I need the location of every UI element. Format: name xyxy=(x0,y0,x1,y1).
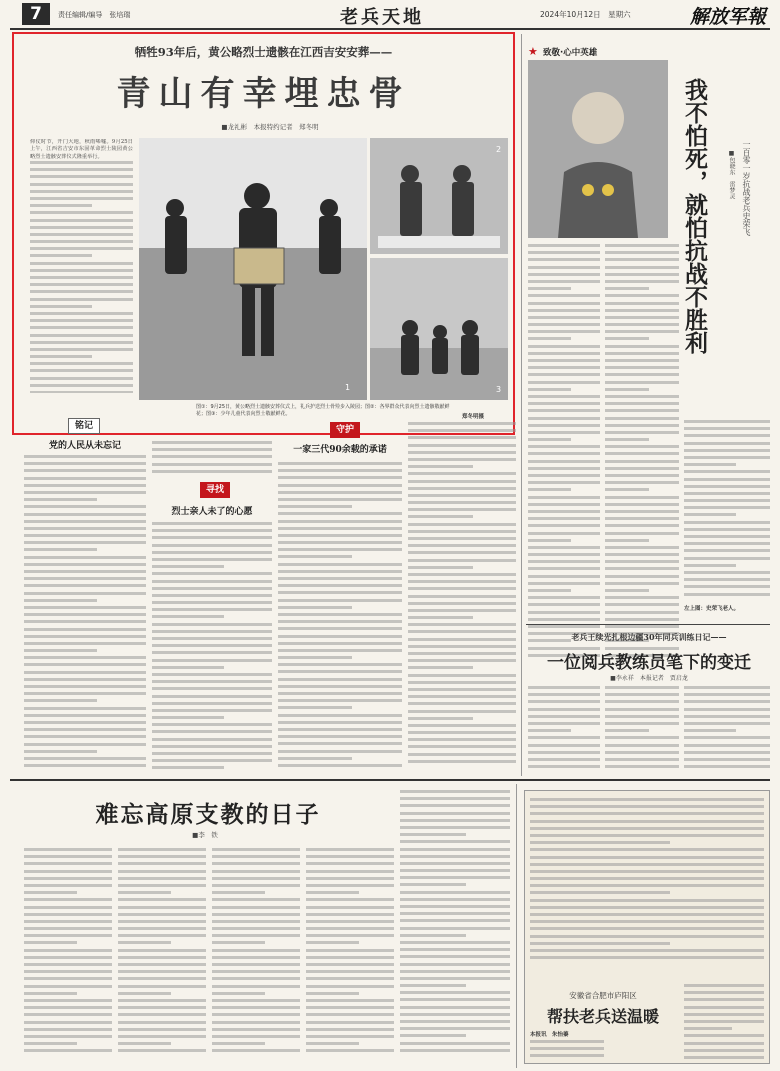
sec1-text xyxy=(24,455,146,775)
paper-logo: 解放军報 xyxy=(690,6,767,28)
lead-text-col xyxy=(30,161,133,393)
editor-line: 责任编辑/编导 张培瑞 xyxy=(58,11,131,19)
right-title-text: 我不怕死，就怕抗战不胜利 xyxy=(681,78,708,354)
column-divider xyxy=(521,34,522,776)
veteran-portrait xyxy=(528,60,668,238)
training-byline: ■李永祥 本报记者 贾启龙 xyxy=(610,675,688,682)
lead-headline: 青山有幸埋忠骨 xyxy=(116,74,411,114)
masthead-rule xyxy=(10,28,770,30)
issue-date: 2024年10月12日 星期六 xyxy=(540,10,631,19)
bottom-right-kicker: 安徽省合肥市庐阳区 xyxy=(569,991,637,1000)
training-kicker: 老兵王续光扎根边疆30年同兵训练日记—— xyxy=(571,632,727,642)
right-story-banner xyxy=(528,40,638,56)
bottom-divider xyxy=(516,784,517,1068)
section-heading-1: 党的人民从未忘记 xyxy=(48,441,121,451)
lead-photo-caption: 图①：9月25日，黄公略烈士遗骸安葬仪式上，礼兵护送烈士骨殓步入陵园；图②：各界群众代表向烈士遗骸敬献鲜花；图③：少年儿童代表向烈士敬献鲜花。 xyxy=(196,404,450,417)
right-story-text-3 xyxy=(684,420,770,600)
lead-photo-credit: 郑冬明摄 xyxy=(462,414,485,420)
right-story-text-2 xyxy=(605,244,679,669)
sec3-text-2 xyxy=(408,422,516,775)
bottom-right-text-top xyxy=(530,798,764,968)
lead-kicker: 牺牲93年后，黄公略烈士遗骸在江西吉安安葬—— xyxy=(134,45,393,59)
banner-text: 致敬·心中英雄 xyxy=(542,48,598,58)
tag-seek: 寻找 xyxy=(200,482,230,498)
photo-2-graphic xyxy=(370,138,508,254)
section-heading-3: 一家三代90余载的承诺 xyxy=(293,445,387,455)
ceremony-photo-flowers xyxy=(370,138,508,254)
lead-intro: 仰仗时节，开门大地，秋雨唏嘘。9月25日上午，江西省吉安市东固革命烈士陵园黄公略烈士遗骸安葬仪式隆重举行。 xyxy=(30,139,133,159)
training-headline: 一位阅兵教练员笔下的变迁 xyxy=(547,653,751,673)
bottom-text-5 xyxy=(400,790,510,1062)
svg-text:1: 1 xyxy=(345,383,351,392)
section-title: 老兵天地 xyxy=(340,7,424,28)
sec2-text xyxy=(152,522,272,775)
star-icon: ★ xyxy=(528,45,538,58)
bottom-right-text-1 xyxy=(530,1040,604,1062)
training-rule xyxy=(526,624,770,625)
training-text-3 xyxy=(684,686,770,775)
bottom-text-4 xyxy=(306,848,394,1062)
soldier-silhouette-icon xyxy=(139,138,367,400)
bottom-text-3 xyxy=(212,848,300,1062)
remember-tag: 铭记 xyxy=(68,418,100,434)
right-story-subtitle: 一百零一岁抗战老兵史荣飞 xyxy=(742,140,751,236)
sec3-text xyxy=(278,462,402,775)
right-story-credit: 左上图：史荣飞老人。 xyxy=(684,606,740,612)
bottom-text-2 xyxy=(118,848,206,1062)
bottom-headline: 难忘高原支教的日子 xyxy=(95,801,321,828)
svg-text:3: 3 xyxy=(496,385,502,394)
bottom-right-headline: 帮扶老兵送温暖 xyxy=(546,1007,659,1026)
bottom-byline: ■李 铁 xyxy=(192,831,218,839)
masthead xyxy=(0,0,780,30)
right-story-byline: ■包晓东 雷梦灵 xyxy=(728,150,735,199)
bottom-right-byline: 本报讯 朱怡蓁 xyxy=(530,1032,569,1038)
lower-section-rule xyxy=(10,779,770,781)
tag-guard: 守护 xyxy=(330,422,360,438)
veteran-portrait-graphic xyxy=(528,60,668,238)
training-text-2 xyxy=(605,686,679,775)
lead-byline: ■龙礼彬 本报特约记者 郑冬明 xyxy=(221,123,319,131)
bottom-right-text-2 xyxy=(684,984,764,1062)
training-text-1 xyxy=(528,686,600,775)
bottom-text-1 xyxy=(24,848,112,1062)
sec2-intro xyxy=(152,441,272,477)
page-number: 7 xyxy=(22,3,50,25)
section-heading-2: 烈士亲人未了的心愿 xyxy=(171,507,253,517)
svg-text:2: 2 xyxy=(496,145,502,154)
right-story-text-1 xyxy=(528,244,600,669)
ceremony-photo-main xyxy=(139,138,367,400)
photo-3-graphic xyxy=(370,258,508,400)
ceremony-photo-children xyxy=(370,258,508,400)
